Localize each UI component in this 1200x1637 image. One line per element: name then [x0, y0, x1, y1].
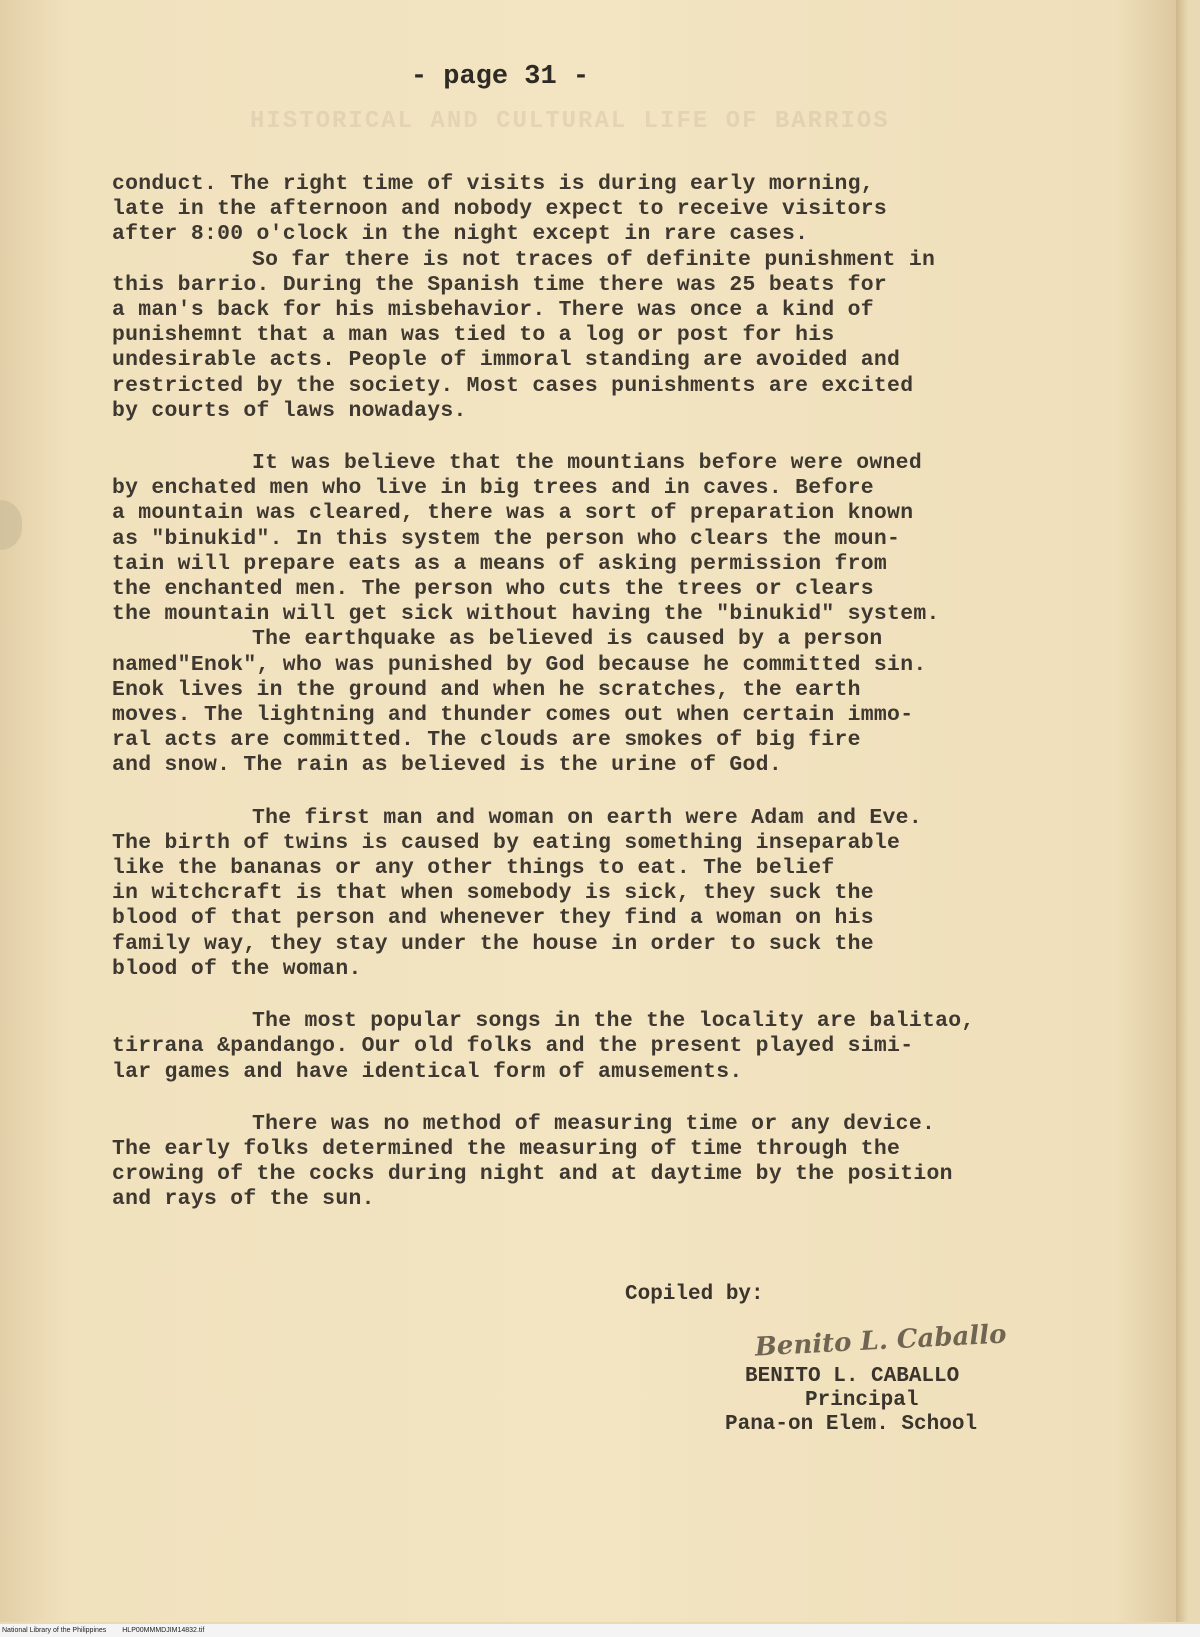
- faded-heading: HISTORICAL AND CULTURAL LIFE OF BARRIOS: [250, 108, 890, 135]
- text-line: The first man and woman on earth were Adam and Eve.: [252, 805, 922, 830]
- text-line: blood of that person and whenever they find a woman on his: [112, 906, 874, 931]
- scan-footer: [0, 1624, 1200, 1637]
- text-line: ral acts are committed. The clouds are smokes of big fire: [112, 728, 861, 753]
- compiled-by-label: Copiled by:: [625, 1283, 764, 1306]
- handwritten-signature: Benito L. Caballo: [754, 1319, 1008, 1363]
- text-line: and snow. The rain as believed is the urine of God.: [112, 753, 782, 778]
- signer-title: Principal: [805, 1389, 919, 1412]
- text-line: Enok lives in the ground and when he scratches, the earth: [112, 677, 861, 702]
- text-line: undesirable acts. People of immoral standing are avoided and: [112, 348, 901, 373]
- text-line: The early folks determined the measuring of time through the: [112, 1136, 901, 1161]
- text-line: like the bananas or any other things to eat. The belief: [112, 856, 835, 881]
- text-line: The birth of twins is caused by eating something inseparable: [112, 830, 901, 855]
- text-line: The most popular songs in the the locality are balitao,: [252, 1009, 975, 1034]
- signer-name: BENITO L. CABALLO: [745, 1365, 960, 1388]
- text-line: blood of the woman.: [112, 956, 362, 981]
- text-line: punishemnt that a man was tied to a log or post for his: [112, 323, 835, 348]
- text-line: the mountain will get sick without having the "binukid" system.: [112, 602, 940, 627]
- text-line: in witchcraft is that when somebody is sick, they suck the: [112, 881, 874, 906]
- text-line: conduct. The right time of visits is during early morning,: [112, 172, 874, 196]
- text-line: family way, they stay under the house in order to suck the: [112, 931, 874, 956]
- paragraph-songs: [112, 1009, 1072, 1085]
- paragraph-earthquake: [112, 627, 1072, 778]
- text-line: by enchated men who live in big trees and in caves. Before: [112, 476, 874, 501]
- text-line: a man's back for his misbehavior. There was once a kind of: [112, 298, 874, 323]
- paragraph-mountains: [112, 451, 1072, 627]
- text-line: It was believe that the mountians before were owned: [252, 451, 922, 476]
- text-line: crowing of the cocks during night and at daytime by the position: [112, 1162, 953, 1187]
- text-line: There was no method of measuring time or any device.: [252, 1111, 936, 1136]
- footer-file: HLP00MMMDJIM14832.tif: [122, 1627, 205, 1634]
- page-number: - page 31 -: [410, 62, 590, 92]
- text-line: named"Enok", who was punished by God because he committed sin.: [112, 652, 927, 677]
- text-line: and rays of the sun.: [112, 1187, 375, 1212]
- paragraph-visits: [112, 172, 1072, 248]
- text-line: this barrio. During the Spanish time there was 25 beats for: [112, 272, 888, 297]
- text-line: after 8:00 o'clock in the night except in rare cases.: [112, 222, 809, 247]
- text-line: tain will prepare eats as a means of asking permission from: [112, 551, 888, 576]
- text-line: restricted by the society. Most cases punishments are excited: [112, 373, 914, 398]
- signer-school: Pana-on Elem. School: [725, 1413, 978, 1436]
- text-line: lar games and have identical form of amusements.: [112, 1059, 743, 1084]
- text-line: The earthquake as believed is caused by a person: [252, 627, 883, 652]
- binding-hole: [0, 500, 22, 550]
- text-line: by courts of laws nowadays.: [112, 398, 467, 423]
- footer-source: National Library of the Philippines: [2, 1627, 107, 1634]
- text-line: the enchanted men. The person who cuts the trees or clears: [112, 577, 874, 602]
- text-line: a mountain was cleared, there was a sort of preparation known: [112, 501, 914, 526]
- paragraph-punishment: [112, 248, 1072, 424]
- text-line: as "binukid". In this system the person who clears the moun-: [112, 526, 901, 551]
- text-line: So far there is not traces of definite punishment in: [252, 247, 936, 272]
- text-line: late in the afternoon and nobody expect to receive visitors: [112, 197, 888, 222]
- text-line: tirrana &pandango. Our old folks and the present played simi-: [112, 1034, 914, 1059]
- page-edge: [1176, 0, 1188, 1622]
- body-text: [112, 172, 1072, 1240]
- paragraph-time: [112, 1112, 1072, 1213]
- paragraph-first-man: [112, 806, 1072, 982]
- text-line: moves. The lightning and thunder comes out when certain immo-: [112, 703, 914, 728]
